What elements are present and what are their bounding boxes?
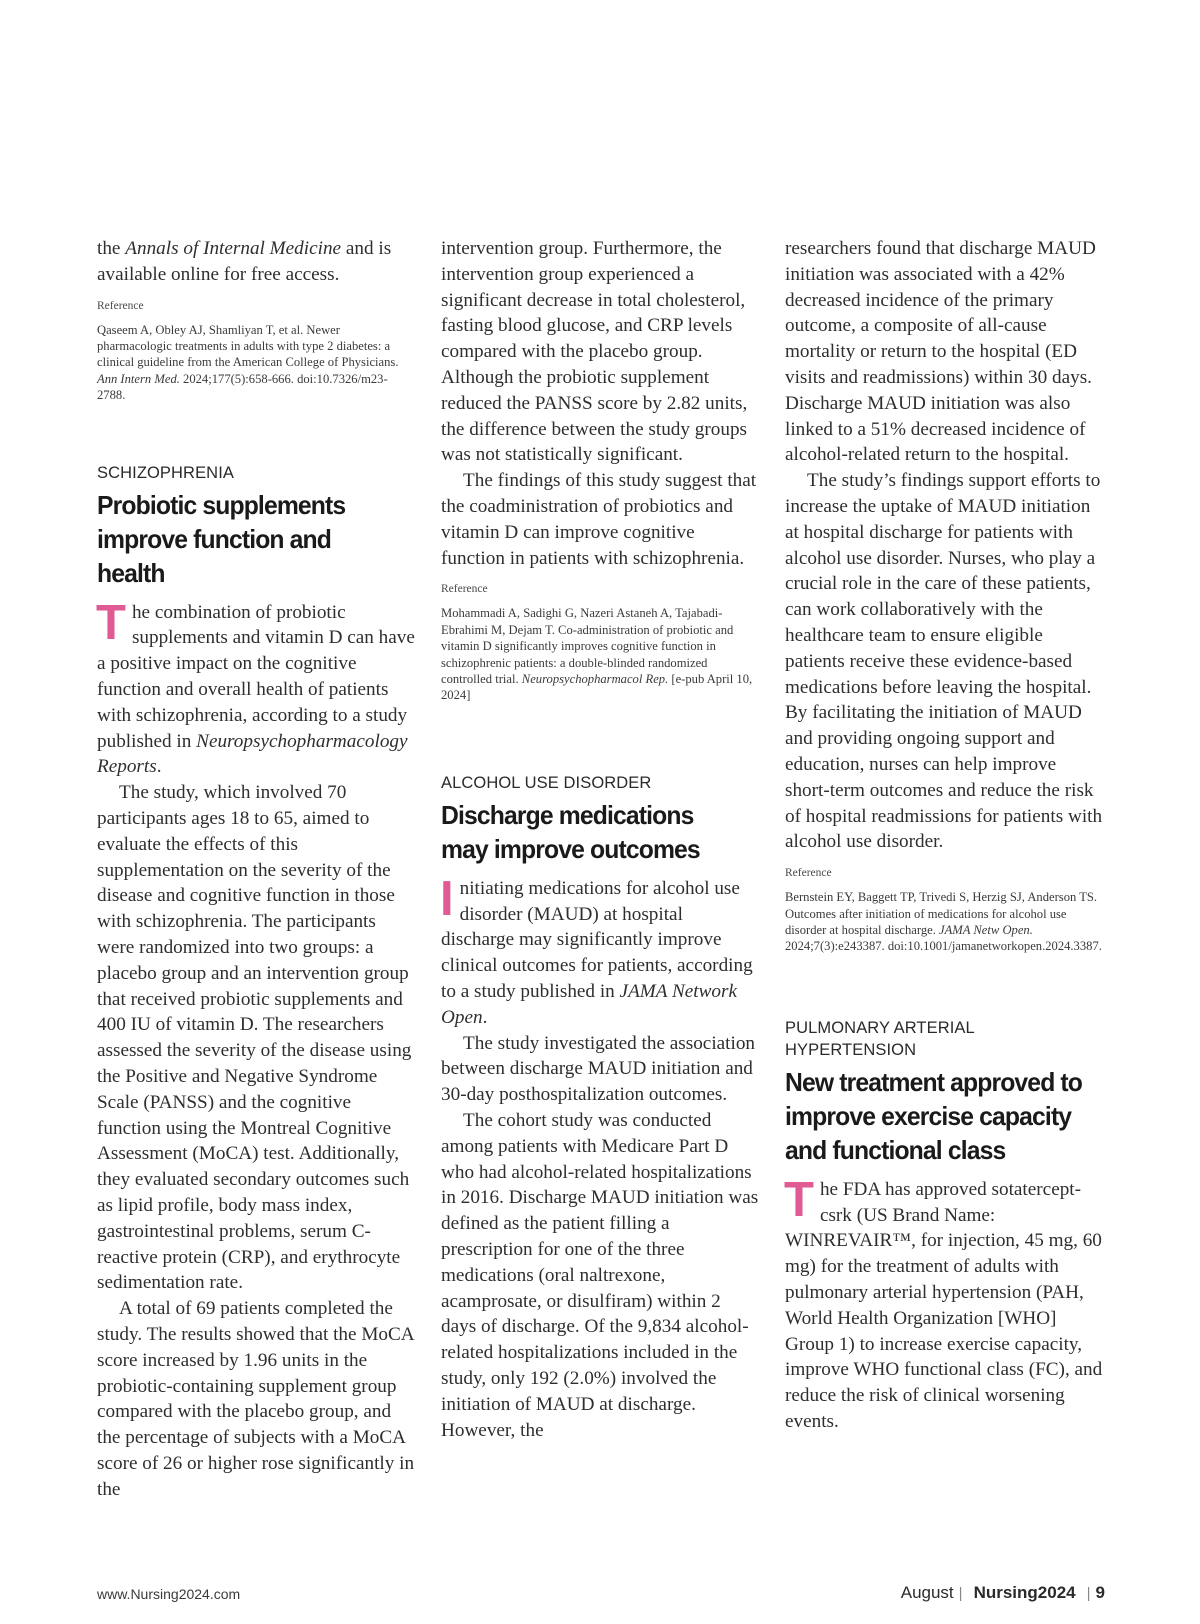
article-lead-paragraph: The FDA has approved sotatercept-csrk (US Brand Name: WINREVAIR™, for injection, 45 mg, 60 mg) for the treatment of adults with pulmonary arterial hypertension (PAH, World Health Organization [WHO] Group 1) to increase exercise capacity, improve WHO functional class (FC), and reduce the risk of clinical worsening events. xyxy=(784,1172,1103,1432)
section-kicker: SCHIZOPHRENIA xyxy=(97,463,234,482)
article-paragraph: The cohort study was conducted among patients with Medicare Part D who had alcohol-related hospitalizations in 2016. Discharge MAUD initiation was defined as the patient filling a prescription for one of the three medications (oral naltrexone, acamprosate, or disulfiram) within 2 days of discharge. Of the 9,834 alcohol-related hospitalizations included in the study, only 192 (2.0%) involved the initiation of MAUD at discharge. However, the xyxy=(441,1109,759,1441)
reference-text: Mohammadi A, Sadighi G, Nazeri Astaneh A, Tajabadi-Ebrahimi M, Dejam T. Co-administration of probiotic and vitamin D significantly improves cognitive function in schizophrenic patients: a double-blinded randomized controlled trial. Neuropsychopharmacol Rep. [e-pub April 10, 2024] xyxy=(441,606,753,703)
article-headline: Discharge medications may improve outcomes xyxy=(441,799,700,864)
reference-text: Qaseem A, Obley AJ, Shamliyan T, et al. Newer pharmacologic treatments in adults with type 2 diabetes: a clinical guideline from the American College of Physicians. Ann Intern Med. 2024;177(5):658-666. doi:10.7326/m23-2788. xyxy=(97,322,399,403)
article-headline: Probiotic supplements improve function and health xyxy=(97,489,346,588)
article-paragraph: intervention group. Furthermore, the intervention group experienced a significant decrease in total cholesterol, fasting blood glucose, and CRP levels compared with the placebo group. Although the probiotic supplement reduced the PANSS score by 2.82 units, the difference between the study groups was not statistically significant. xyxy=(441,238,748,466)
reference-text: Bernstein EY, Baggett TP, Trivedi S, Herzig SJ, Anderson TS. Outcomes after initiation of medications for alcohol use disorder at hospital discharge. JAMA Netw Open. 2024;7(3):e243387. doi:10.1001/jamanetworkopen.2024.3387. xyxy=(785,890,1102,954)
reference-label: Reference xyxy=(97,299,144,312)
section-kicker: ALCOHOL USE DISORDER xyxy=(441,773,652,792)
column-2 xyxy=(441,236,759,1443)
footer-magazine: Nursing2024 xyxy=(973,1583,1076,1602)
journal-name: Annals of Internal Medicine xyxy=(125,238,342,259)
intro-paragraph: the Annals of Internal Medicine and is available online for free access. xyxy=(97,238,392,285)
article-paragraph: The study’s findings support efforts to increase the uptake of MAUD initiation at hospital discharge for patients with alcohol use disorder. Nurses, who play a crucial role in the care of these patients, can work collaboratively with the healthcare team to ensure eligible patients receive these evidence-based medications before leaving the hospital. By facilitating the initiation of MAUD and providing ongoing support and education, nurses can help improve short-term outcomes and reduce the risk of hospital readmissions for patients with alcohol use disorder. xyxy=(785,470,1103,853)
drop-cap: I xyxy=(440,871,454,926)
article-paragraph: researchers found that discharge MAUD initiation was associated with a 42% decreased incidence of the primary outcome, a composite of all-cause mortality or return to the hospital (ED visits and readmissions) within 30 days. Discharge MAUD initiation was also linked to a 51% decreased incidence of alcohol-related return to the hospital. xyxy=(785,238,1096,466)
footer-separator: | xyxy=(958,1584,963,1602)
drop-cap: T xyxy=(96,595,126,650)
article-paragraph: The study, which involved 70 participants ages 18 to 65, aimed to evaluate the effects of this supplementation on the severity of the disease and cognitive function in those with schizophrenia. The participants were randomized into two groups: a placebo group and an intervention group that received probiotic supplements and 400 IU of vitamin D. The researchers assessed the severity of the disease using the Positive and Negative Syndrome Scale (PANSS) and the cognitive function using the Montreal Cognitive Assessment (MoCA) test. Additionally, they evaluated secondary outcomes such as lipid profile, body mass index, gastrointestinal problems, serum C-reactive protein (CRP), and erythrocyte sedimentation rate. xyxy=(97,782,412,1294)
article-paragraph: The findings of this study suggest that the coadministration of probiotics and vitamin D can improve cognitive function in patients with schizophrenia. xyxy=(441,470,757,569)
footer-folio xyxy=(901,1583,1105,1603)
article-lead-paragraph: The combination of probiotic supplements and vitamin D can have a positive impact on the cognitive function and overall health of patients with schizophrenia, according to a study published in Neuropsychopharmacology Reports. xyxy=(96,595,415,778)
article-lead-paragraph: Initiating medications for alcohol use disorder (MAUD) at hospital discharge may significantly improve clinical outcomes for patients, according to a study published in JAMA Network Open. xyxy=(440,871,753,1028)
column-1 xyxy=(97,236,415,1503)
article-paragraph: A total of 69 patients completed the study. The results showed that the MoCA score increased by 1.96 units in the probiotic-containing supplement group compared with the placebo group, and the percentage of subjects with a MoCA score of 26 or higher rose significantly in the xyxy=(97,1298,415,1500)
footer-month: August xyxy=(900,1583,954,1602)
section-kicker: PULMONARY ARTERIAL HYPERTENSION xyxy=(785,1018,975,1059)
article-headline: New treatment approved to improve exercise capacity and functional class xyxy=(785,1066,1083,1165)
article-paragraph: The study investigated the association between discharge MAUD initiation and 30-day posthospitalization outcomes. xyxy=(441,1032,756,1106)
footer-separator: | xyxy=(1086,1584,1091,1602)
page-number: 9 xyxy=(1095,1583,1105,1602)
reference-label: Reference xyxy=(441,583,488,596)
footer-website: www.Nursing2024.com xyxy=(97,1586,241,1602)
column-3 xyxy=(785,236,1103,1435)
drop-cap: T xyxy=(784,1172,814,1227)
reference-label: Reference xyxy=(785,867,832,880)
